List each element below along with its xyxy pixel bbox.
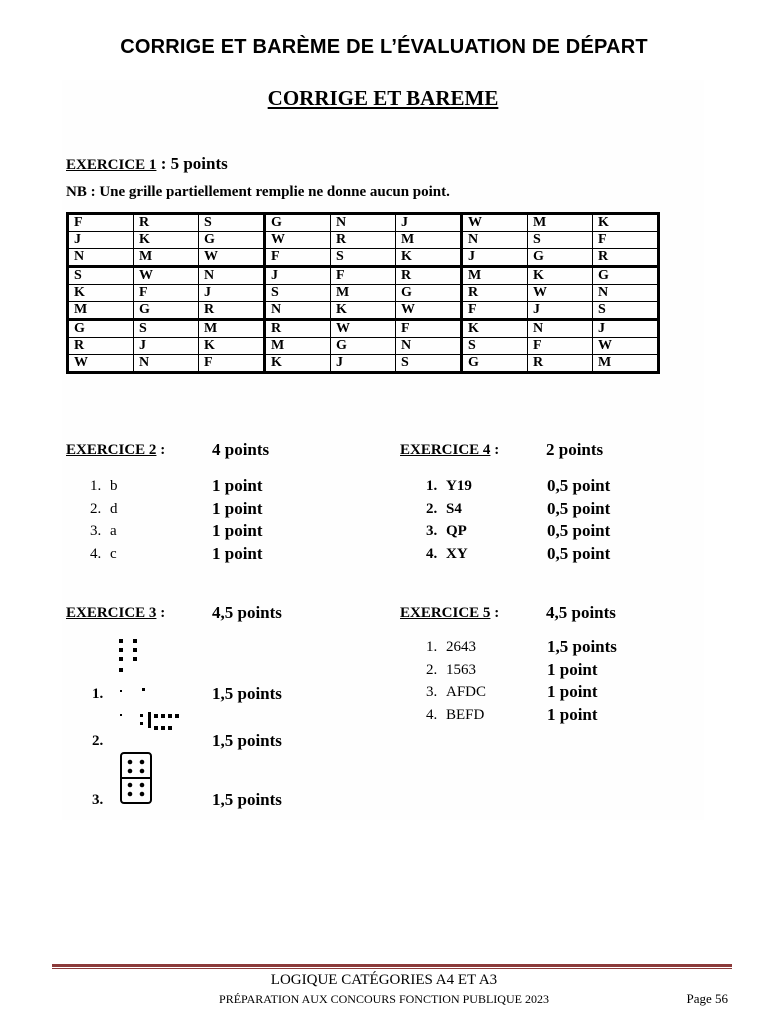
ex3-answer-row bbox=[92, 731, 282, 750]
grid-row bbox=[68, 285, 659, 302]
answer-points: 0,5 point bbox=[547, 476, 611, 495]
grid-cell: W bbox=[527, 285, 592, 302]
answer-number: 1. bbox=[90, 478, 102, 494]
grid-cell: N bbox=[592, 285, 658, 302]
grid-cell: N bbox=[395, 338, 461, 355]
grid-cell: J bbox=[68, 232, 134, 249]
grid-cell: W bbox=[330, 320, 395, 338]
grid-row bbox=[68, 249, 659, 267]
grid-cell: K bbox=[461, 320, 527, 338]
grid-cell: K bbox=[330, 302, 395, 320]
grid-cell: K bbox=[395, 249, 461, 267]
grid-cell: R bbox=[395, 267, 461, 285]
answer-points: 1,5 points bbox=[212, 790, 282, 809]
grid-cell: G bbox=[592, 267, 658, 285]
grid-cell: G bbox=[264, 214, 330, 232]
grid-cell: R bbox=[592, 249, 658, 267]
grid-cell: J bbox=[264, 267, 330, 285]
grid-cell: G bbox=[68, 320, 134, 338]
exercise-1-heading bbox=[66, 154, 228, 174]
grid-cell: G bbox=[134, 302, 199, 320]
grid-cell: S bbox=[264, 285, 330, 302]
grid-cell: F bbox=[68, 214, 134, 232]
grid-cell: R bbox=[330, 232, 395, 249]
grid-cell: S bbox=[527, 232, 592, 249]
exercise-5-label: EXERCICE 5 bbox=[400, 605, 491, 621]
answer-points: 1 point bbox=[547, 682, 598, 701]
grid-cell: R bbox=[461, 285, 527, 302]
scan-title: CORRIGE ET BAREME bbox=[267, 86, 499, 110]
grid-cell: N bbox=[527, 320, 592, 338]
grid-cell: W bbox=[461, 214, 527, 232]
exercise-5-points: 4,5 points bbox=[546, 603, 616, 622]
ex2-answer-row bbox=[90, 476, 263, 495]
answer-points: 0,5 point bbox=[547, 498, 611, 518]
exercise-5-heading bbox=[400, 605, 499, 622]
page-title: CORRIGE ET BARÈME DE L’ÉVALUATION DE DÉPART bbox=[120, 36, 648, 58]
grid-cell: F bbox=[198, 355, 264, 373]
answer-number: 2. bbox=[426, 500, 438, 517]
exercise-2-heading bbox=[66, 442, 165, 459]
grid-cell: W bbox=[395, 302, 461, 320]
grid-cell: K bbox=[198, 338, 264, 355]
answer-value: d bbox=[110, 500, 118, 517]
answer-number: 4. bbox=[90, 545, 102, 562]
grid-cell: K bbox=[264, 355, 330, 373]
answer-points: 1,5 points bbox=[212, 731, 282, 750]
answer-points: 1,5 points bbox=[212, 684, 282, 703]
answer-number: 3. bbox=[90, 523, 102, 539]
grid-cell: M bbox=[264, 338, 330, 355]
answer-value: BEFD bbox=[446, 706, 485, 723]
answer-number: 3. bbox=[426, 684, 438, 700]
grid-cell: M bbox=[395, 232, 461, 249]
ex4-answer-row bbox=[426, 521, 611, 540]
exercise-4-label: EXERCICE 4 bbox=[400, 442, 491, 458]
grid-row bbox=[68, 214, 659, 232]
answer-value: XY bbox=[446, 545, 468, 562]
answer-number: 2. bbox=[92, 733, 104, 749]
exercise-3-heading bbox=[66, 605, 165, 622]
grid-cell: J bbox=[461, 249, 527, 267]
grid-cell: J bbox=[198, 285, 264, 302]
exercise-2-label: EXERCICE 2 bbox=[66, 442, 157, 458]
grid-cell: G bbox=[395, 285, 461, 302]
answer-number: 3. bbox=[92, 792, 104, 808]
grid-cell: M bbox=[134, 249, 199, 267]
exercise-5-colon: : bbox=[490, 605, 500, 621]
scanned-answer-key bbox=[62, 80, 704, 820]
exercise-4-heading bbox=[400, 442, 499, 459]
grid-cell: S bbox=[198, 214, 264, 232]
grid-row bbox=[68, 320, 659, 338]
grid-cell: M bbox=[330, 285, 395, 302]
grid-cell: W bbox=[264, 232, 330, 249]
exercise-3-colon: : bbox=[156, 605, 166, 621]
grid-row bbox=[68, 302, 659, 320]
grid-cell: S bbox=[68, 267, 134, 285]
exercise-1-note: NB : Une grille partiellement remplie ne donne aucun point. bbox=[66, 184, 450, 200]
grid-row bbox=[68, 267, 659, 285]
exercise-3-label: EXERCICE 3 bbox=[66, 605, 157, 621]
footer-rule bbox=[52, 964, 732, 967]
exercise-2-points: 4 points bbox=[212, 440, 270, 459]
grid-cell: W bbox=[134, 267, 199, 285]
grid-cell: N bbox=[134, 355, 199, 373]
answer-value: Y19 bbox=[446, 478, 472, 494]
grid-cell: S bbox=[461, 338, 527, 355]
answer-points: 0,5 point bbox=[547, 543, 611, 563]
exercise-1-label: EXERCICE 1 bbox=[66, 157, 157, 173]
grid-cell: N bbox=[264, 302, 330, 320]
answer-number: 1. bbox=[92, 686, 104, 702]
grid-cell: K bbox=[68, 285, 134, 302]
ex4-answer-row bbox=[426, 543, 611, 563]
grid-cell: R bbox=[134, 214, 199, 232]
grid-cell: G bbox=[527, 249, 592, 267]
grid-cell: G bbox=[461, 355, 527, 373]
answer-number: 4. bbox=[426, 545, 438, 562]
footer-subtitle: PRÉPARATION AUX CONCOURS FONCTION PUBLIQUE 2023 bbox=[219, 992, 549, 1006]
grid-cell: R bbox=[527, 355, 592, 373]
grid-cell: S bbox=[592, 302, 658, 320]
answer-value: 1563 bbox=[446, 661, 476, 678]
grid-cell: M bbox=[592, 355, 658, 373]
ex2-answer-row bbox=[90, 498, 263, 518]
grid-cell: K bbox=[134, 232, 199, 249]
answer-number: 2. bbox=[90, 500, 102, 517]
answer-points: 1 point bbox=[212, 543, 263, 563]
answer-points: 0,5 point bbox=[547, 521, 611, 540]
answer-value: AFDC bbox=[446, 684, 487, 700]
dot-pair-icon bbox=[120, 686, 150, 696]
ex5-answer-row bbox=[426, 659, 598, 679]
answer-value: 2643 bbox=[446, 639, 476, 655]
grid-cell: G bbox=[330, 338, 395, 355]
grid-cell: K bbox=[592, 214, 658, 232]
exercise-4-points: 2 points bbox=[546, 440, 604, 459]
grid-cell: S bbox=[134, 320, 199, 338]
grid-cell: N bbox=[198, 267, 264, 285]
ex2-answer-row bbox=[90, 543, 263, 563]
grid-cell: K bbox=[527, 267, 592, 285]
grid-cell: W bbox=[198, 249, 264, 267]
exercise-1-points: : 5 points bbox=[156, 154, 228, 173]
exercise-2-colon: : bbox=[156, 442, 166, 458]
page-number: Page 56 bbox=[686, 991, 728, 1006]
grid-cell: W bbox=[68, 355, 134, 373]
ex5-answer-row bbox=[426, 704, 598, 724]
dots-pattern-icon bbox=[118, 712, 184, 736]
grid-cell: F bbox=[330, 267, 395, 285]
grid-cell: M bbox=[198, 320, 264, 338]
grid-cell: S bbox=[395, 355, 461, 373]
grid-cell: F bbox=[527, 338, 592, 355]
ex3-answer-row bbox=[92, 790, 282, 809]
grid-cell: J bbox=[527, 302, 592, 320]
grid-cell: J bbox=[592, 320, 658, 338]
grid-cell: F bbox=[134, 285, 199, 302]
grid-row bbox=[68, 355, 659, 373]
exercise-4-colon: : bbox=[490, 442, 500, 458]
grid-cell: J bbox=[330, 355, 395, 373]
grid-cell: N bbox=[68, 249, 134, 267]
grid-cell: N bbox=[461, 232, 527, 249]
footer-rule-thin bbox=[52, 968, 732, 969]
grid-cell: R bbox=[198, 302, 264, 320]
answer-number: 1. bbox=[426, 639, 438, 655]
grid-cell: R bbox=[68, 338, 134, 355]
answer-points: 1 point bbox=[547, 659, 598, 679]
ex5-answer-row bbox=[426, 682, 598, 701]
domino-icon bbox=[120, 752, 152, 804]
exercise-3-points: 4,5 points bbox=[212, 603, 282, 622]
answer-points: 1 point bbox=[547, 704, 598, 724]
ex5-answer-row bbox=[426, 637, 617, 656]
grid-cell: J bbox=[395, 214, 461, 232]
grid-cell: G bbox=[198, 232, 264, 249]
exercise-1-grid bbox=[66, 212, 660, 374]
grid-row bbox=[68, 338, 659, 355]
grid-cell: F bbox=[264, 249, 330, 267]
answer-number: 3. bbox=[426, 523, 438, 539]
footer-title: LOGIQUE CATÉGORIES A4 ET A3 bbox=[270, 972, 498, 988]
ex2-answer-row bbox=[90, 521, 263, 540]
answer-value: S4 bbox=[446, 500, 462, 517]
grid-cell: F bbox=[395, 320, 461, 338]
answer-value: c bbox=[110, 545, 117, 562]
ex4-answer-row bbox=[426, 476, 611, 495]
answer-value: QP bbox=[446, 523, 467, 539]
grid-cell: S bbox=[330, 249, 395, 267]
ex4-answer-row bbox=[426, 498, 611, 518]
grid-cell: R bbox=[264, 320, 330, 338]
grid-cell: F bbox=[461, 302, 527, 320]
answer-points: 1,5 points bbox=[547, 637, 617, 656]
dice-dots-icon bbox=[118, 638, 150, 680]
grid-cell: F bbox=[592, 232, 658, 249]
answer-points: 1 point bbox=[212, 521, 263, 540]
ex3-answer-row bbox=[92, 684, 282, 703]
grid-cell: M bbox=[68, 302, 134, 320]
answer-value: b bbox=[110, 478, 118, 494]
answer-points: 1 point bbox=[212, 476, 263, 495]
answer-number: 2. bbox=[426, 661, 438, 678]
grid-cell: W bbox=[592, 338, 658, 355]
grid-cell: J bbox=[134, 338, 199, 355]
grid-cell: N bbox=[330, 214, 395, 232]
answer-points: 1 point bbox=[212, 498, 263, 518]
answer-number: 1. bbox=[426, 478, 438, 494]
answer-value: a bbox=[110, 523, 117, 539]
answer-number: 4. bbox=[426, 706, 438, 723]
grid-row bbox=[68, 232, 659, 249]
grid-cell: M bbox=[527, 214, 592, 232]
grid-cell: M bbox=[461, 267, 527, 285]
